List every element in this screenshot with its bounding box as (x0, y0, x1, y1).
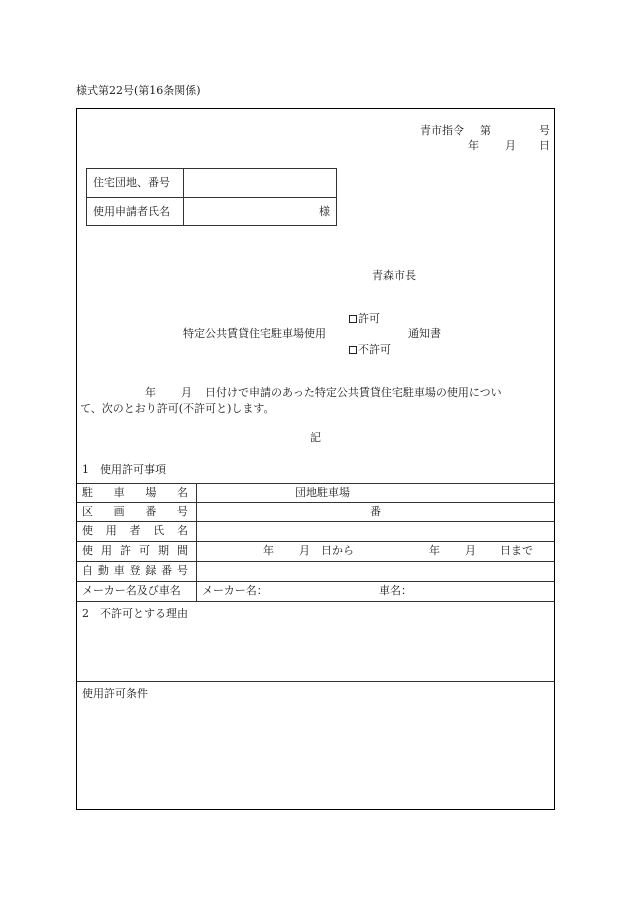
date-day: 日 (539, 139, 550, 152)
row-line (77, 483, 554, 484)
housing-complex-label: 住宅団地、番号 (93, 176, 170, 189)
row-line (77, 561, 554, 562)
ref-prefix: 青市指令 (420, 124, 464, 137)
section-divider (77, 681, 554, 682)
row-line (77, 581, 554, 582)
parking-name-value: 団地駐車場 (295, 486, 350, 499)
from-year: 年 (263, 544, 274, 557)
car-label: 車名： (379, 584, 412, 597)
row-line (77, 521, 554, 522)
to-day: 日まで (500, 544, 533, 557)
section2-title: 2 不許可とする理由 (82, 607, 188, 620)
addressee-row-divider (86, 197, 337, 198)
option-deny-label: 不許可 (358, 343, 391, 356)
ref-dai: 第 (480, 124, 491, 137)
date-month: 月 (505, 139, 516, 152)
row-label-maker-car: メーカー名及び車名 (82, 584, 181, 597)
row-line (77, 541, 554, 542)
body-year: 年 (145, 386, 156, 399)
title-right: 通知書 (408, 327, 441, 340)
checkbox-permit (349, 315, 357, 323)
from-day: 日から (321, 544, 354, 557)
row-label-parking-name: 駐 車 場 名 (82, 486, 188, 499)
row-label-permit-period: 使 用 許 可 期 間 (82, 544, 188, 557)
to-year: 年 (429, 544, 440, 557)
body-line2: て、次のとおり許可(不許可と)します。 (80, 402, 275, 415)
option-permit (349, 312, 380, 326)
option-permit-label: 許可 (358, 312, 380, 325)
addressee-col-divider (183, 168, 184, 226)
form-number: 様式第22号(第16条関係) (76, 84, 201, 97)
to-month: 月 (465, 544, 476, 557)
row-label-user-name: 使 用 者 氏 名 (82, 524, 188, 537)
honorific-sama: 様 (319, 205, 330, 218)
ki-mark: 記 (310, 431, 321, 444)
row-label-car-registration: 自 動 車 登 録 番 号 (82, 564, 188, 577)
label-col-divider (196, 483, 197, 601)
conditions-title: 使用許可条件 (82, 687, 148, 700)
issuer-mayor: 青森市長 (372, 269, 416, 282)
applicant-name-label: 使用申請者氏名 (93, 205, 170, 218)
section1-title: 1 使用許可事項 (82, 463, 166, 476)
option-deny (349, 343, 391, 357)
title-left: 特定公共賃貸住宅駐車場使用 (183, 327, 326, 340)
row-label-section-number: 区 画 番 号 (82, 505, 188, 518)
body-line1: 日付けで申請のあった特定公共賃貸住宅駐車場の使用につい (205, 386, 502, 399)
checkbox-deny (349, 346, 357, 354)
from-month: 月 (299, 544, 310, 557)
date-year: 年 (468, 139, 479, 152)
row-line (77, 601, 554, 602)
body-month: 月 (181, 386, 192, 399)
section-number-suffix: 番 (370, 505, 381, 518)
row-line (77, 502, 554, 503)
maker-label: メーカー名： (202, 584, 268, 597)
ref-go: 号 (539, 124, 550, 137)
